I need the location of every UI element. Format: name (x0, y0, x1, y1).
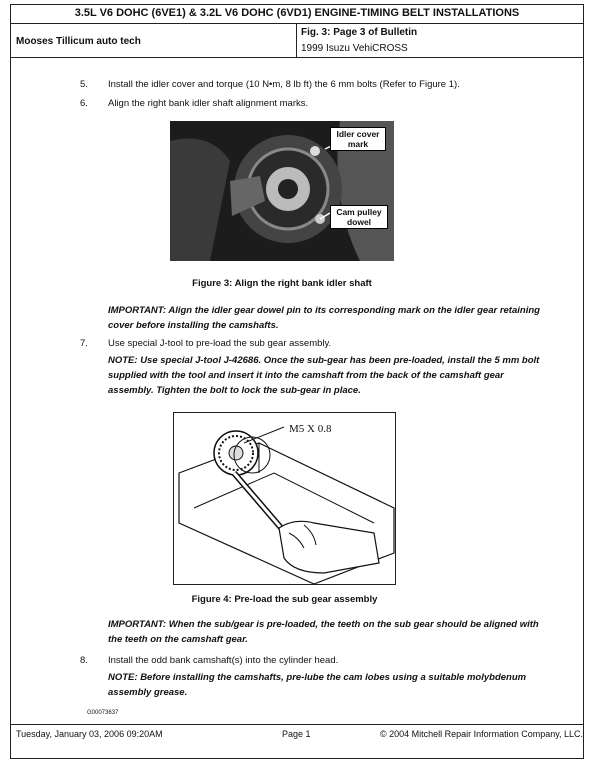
footer-date: Tuesday, January 03, 2006 09:20AM (16, 729, 163, 739)
figure-3-photo (170, 121, 394, 261)
figure-4-drawing (173, 412, 396, 585)
bolt-size-label: M5 X 0.8 (289, 423, 332, 435)
step-number: 5. (80, 79, 88, 90)
important-note-2: IMPORTANT: When the sub/gear is pre-loaded, the teeth on the sub gear should be aligned with the teeth on the camshaft gear. (108, 619, 539, 645)
shop-name: Mooses Tillicum auto tech (16, 36, 141, 47)
footer-page: Page 1 (282, 729, 311, 739)
figure-header (297, 24, 584, 58)
step-text: Use special J-tool to pre-load the sub gear assembly. (108, 338, 332, 349)
cam-pulley-dowel-callout: Cam pulley dowel (330, 205, 388, 229)
vehicle-name: 1999 Isuzu VehiCROSS (301, 43, 408, 54)
step-number: 8. (80, 655, 88, 666)
figure-3-caption: Figure 3: Align the right bank idler shaft (192, 278, 372, 289)
footer-copyright: © 2004 Mitchell Repair Information Company, LLC. (380, 729, 584, 739)
figure-reference: Fig. 3: Page 3 of Bulletin (301, 27, 418, 38)
step-number: 7. (80, 338, 88, 349)
step-text: Install the odd bank camshaft(s) into the cylinder head. (108, 655, 339, 666)
sub-gear-tool-drawing (174, 413, 395, 584)
tool-note: NOTE: Use special J-tool J-42686. Once the sub-gear has been pre-loaded, install the 5 mm bolt supplied with the tool and insert it into the camshaft from the back of the camshaft gear assembly. Tighten the bolt to lock the sub-gear in place. (108, 355, 540, 396)
document-id: G00073637 (87, 710, 119, 716)
important-note: IMPORTANT: Align the idler gear dowel pin to its corresponding mark on the idler gear retaining cover before installing the camshafts. (108, 305, 540, 331)
page-title: 3.5L V6 DOHC (6VE1) & 3.2L V6 DOHC (6VD1) ENGINE-TIMING BELT INSTALLATIONS (10, 4, 584, 24)
shop-header (10, 24, 297, 58)
footer-divider (10, 724, 584, 725)
step-text: Install the idler cover and torque (10 N•m, 8 lb ft) the 6 mm bolts (Refer to Figure 1). (108, 79, 460, 90)
idler-cover-mark-callout: Idler cover mark (330, 127, 386, 151)
figure-4-caption: Figure 4: Pre-load the sub gear assembly (191, 594, 378, 605)
lube-note: NOTE: Before installing the camshafts, pre-lube the cam lobes using a suitable molybdenum assembly grease. (108, 672, 527, 698)
step-number: 6. (80, 98, 88, 109)
step-text: Align the right bank idler shaft alignment marks. (108, 98, 309, 109)
